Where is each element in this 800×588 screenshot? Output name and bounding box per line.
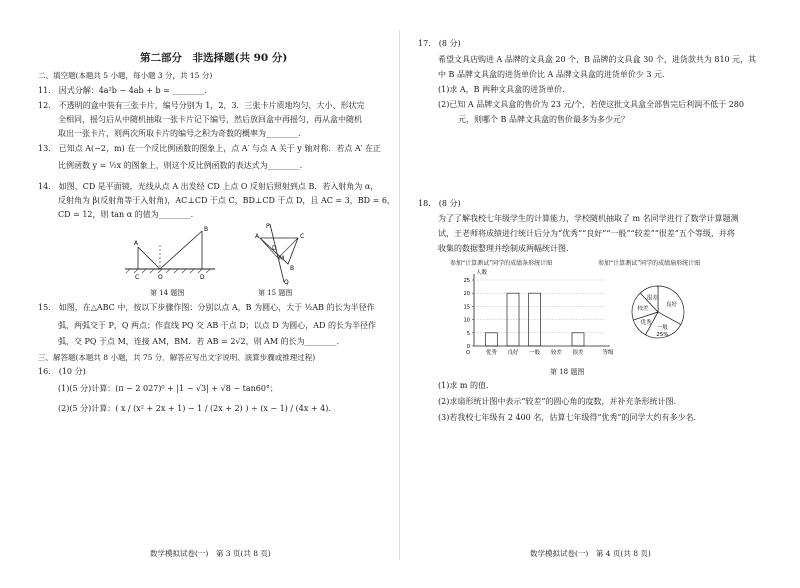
question-18: 18. (8 分) bbox=[418, 199, 461, 208]
question-17-part2-line1: (2)已知 A 品牌文具盒的售价为 23 元/个，若使这批文具盒全部售完后利润不低于 280 bbox=[438, 100, 744, 109]
x-axis-label: 等级 bbox=[602, 350, 614, 356]
figure-15-caption: 第 15 题图 bbox=[258, 289, 293, 297]
question-17-line2: 中 B 品牌文具盒的进货单价比 A 品牌文具盒的进货单价少 3 元. bbox=[438, 70, 665, 79]
question-18-part3: (3)若我校七年级有 2 400 名，估算七年级得“优秀”的同学大约有多少名. bbox=[438, 413, 697, 422]
question-15-line2: 弧，两弧交于 P，Q 两点；作直线 PQ 交 AB 于点 D；以点 D 为圆心，AD 的长为半径作 bbox=[58, 321, 376, 330]
svg-text:O: O bbox=[158, 274, 163, 281]
svg-text:A: A bbox=[134, 240, 139, 247]
y-tick-label: 0 bbox=[466, 344, 470, 350]
question-18-line1: 为了了解我校七年级学生的计算能力，学校随机抽取了 m 名同学进行了数学计算题测 bbox=[438, 214, 739, 223]
question-16: 16. (10 分) bbox=[38, 367, 86, 376]
svg-text:B: B bbox=[290, 265, 295, 272]
svg-text:C: C bbox=[135, 274, 140, 281]
question-12-line2: 全相同，摇匀后从中随机抽取一张卡片记下编号，然后放回盒中再摇匀，再从盒中随机 bbox=[58, 115, 362, 124]
origin-label: O bbox=[466, 350, 470, 356]
question-11: 11. 因式分解：4a²b − 4ab + b = ________. bbox=[38, 86, 207, 95]
pie-chart-title: 参加“计算测试”同学的成绩扇形统计图 bbox=[598, 260, 701, 267]
question-14-line2: 反射角为 β(反射角等于入射角)，AC⊥CD 于点 C，BD⊥CD 于点 D，且 AC = 3，BD = 6， bbox=[58, 196, 395, 205]
question-13-line2: 比例函数 y = ½x 的图象上，则这个反比例函数的表达式为________. bbox=[58, 161, 303, 170]
question-14-line1: 14. 如图，CD 是平面镜，光线从点 A 出发经 CD 上点 O 反射后照射到点 B．若入射角为 α， bbox=[38, 182, 379, 191]
y-axis-label: 人数 bbox=[476, 270, 488, 276]
question-16-part1: (1)(5 分)计算：(π − 2 027)⁰ + |1 − √3| + √8 − tan60°； bbox=[58, 384, 278, 393]
page-3-footer: 数学模拟试卷(一) 第 3 页(共 8 页) bbox=[150, 549, 271, 558]
svg-text:Q: Q bbox=[284, 279, 289, 286]
question-15-line3: 弧，交 PQ 于点 M，连接 AM，BM．若 AB = 2√2，则 AM 的长为________. bbox=[58, 337, 340, 346]
figure-14 bbox=[120, 225, 220, 285]
y-tick-label: 15 bbox=[463, 304, 470, 311]
question-17-part2-line2: 元，则哪个 B 品牌文具盒的售价最多为多少元？ bbox=[458, 115, 629, 124]
question-13-line1: 13. 已知点 A(−2，m) 在一个反比例函数的图象上，点 A′ 与点 A 关于 y 轴对称．若点 A′ 在正 bbox=[38, 144, 382, 153]
pie-label: 优秀 bbox=[640, 319, 652, 326]
svg-text:P: P bbox=[266, 223, 270, 230]
question-12-line3: 取出一张卡片，则两次所取卡片的编号之积为奇数的概率为________. bbox=[58, 129, 301, 138]
page-4-footer: 数学模拟试卷(一) 第 4 页(共 8 页) bbox=[530, 549, 651, 558]
question-17-part1: (1)求 A，B 两种文具盒的进货单价. bbox=[438, 85, 565, 94]
question-12-line1: 12. 不透明的盒中装有三张卡片，编号分别为 1，2，3．三张卡片质地均匀，大小、形状完 bbox=[38, 101, 365, 110]
x-tick-label: 较差 bbox=[550, 350, 562, 356]
question-18-part1: (1)求 m 的值. bbox=[438, 381, 489, 390]
pie-label: 很差 bbox=[646, 295, 658, 302]
svg-text:D: D bbox=[200, 274, 205, 281]
y-tick-label: 10 bbox=[463, 317, 470, 324]
bar-很差 bbox=[572, 333, 584, 346]
svg-text:D: D bbox=[272, 245, 277, 252]
question-17-line1: 希望文具店购进 A 品牌的文具盒 20 个，B 品牌的文具盒 30 个，进货款共为 810 元，其 bbox=[438, 55, 757, 64]
figure-14-caption: 第 14 题图 bbox=[150, 289, 185, 297]
x-tick-label: 良好 bbox=[507, 350, 519, 356]
pie-label: 一般 bbox=[656, 324, 668, 331]
bar-chart bbox=[452, 268, 622, 360]
y-tick-label: 25 bbox=[463, 278, 470, 284]
y-tick-label: 5 bbox=[466, 330, 470, 337]
question-18-line2: 试，王老师将成绩进行统计后分为“优秀”“良好”“一般”“较差”“很差”五个等级，并将 bbox=[438, 229, 735, 238]
x-tick-label: 一般 bbox=[529, 350, 541, 356]
section-fill-in: 二、填空题(本题共 5 小题，每小题 3 分，共 15 分) bbox=[38, 71, 213, 80]
x-tick-label: 优秀 bbox=[485, 350, 497, 356]
pie-label: 良好 bbox=[665, 302, 677, 309]
x-tick-label: 很差 bbox=[572, 350, 584, 356]
part-title: 第二部分 非选择题(共 90 分) bbox=[140, 52, 288, 64]
page-4 bbox=[400, 0, 800, 588]
question-14-line3: CD = 12，则 tan α 的值为________. bbox=[58, 210, 194, 219]
pie-chart bbox=[622, 278, 702, 348]
question-18-part2: (2)求扇形统计图中表示“较差”的圆心角的度数，并补充条形统计图. bbox=[438, 397, 677, 406]
question-17: 17. (8 分) bbox=[418, 39, 461, 48]
pie-percent-label: 25% bbox=[656, 331, 669, 338]
section-answers: 三、解答题(本题共 8 小题，共 75 分．解答应写出文字说明、演算步骤或推理过程) bbox=[38, 353, 316, 362]
y-tick-label: 20 bbox=[463, 291, 470, 298]
question-15-line1: 15. 如图，在△ABC 中，按以下步骤作图：分别以点 A，B 为圆心，大于 ½AB 的长为半径作 bbox=[38, 303, 375, 312]
bar-chart-title: 参加“计算测试”同学的成绩条形统计图 bbox=[450, 260, 553, 267]
figure-15 bbox=[248, 220, 308, 286]
svg-text:C: C bbox=[300, 233, 305, 240]
figure-18-caption: 第 18 题图 bbox=[550, 368, 585, 376]
svg-text:B: B bbox=[204, 226, 209, 233]
pie-label: 较差 bbox=[637, 306, 649, 313]
svg-text:A: A bbox=[255, 233, 260, 240]
question-18-line3: 收集的数据整理并绘制成两幅统计图. bbox=[438, 244, 569, 253]
svg-text:M: M bbox=[279, 255, 285, 262]
bar-优秀 bbox=[485, 333, 497, 346]
question-16-part2: (2)(5 分)计算：( x / (x² + 2x + 1) − 1 / (2x + 2) ) ÷ (x − 1) / (4x + 4). bbox=[58, 404, 331, 413]
